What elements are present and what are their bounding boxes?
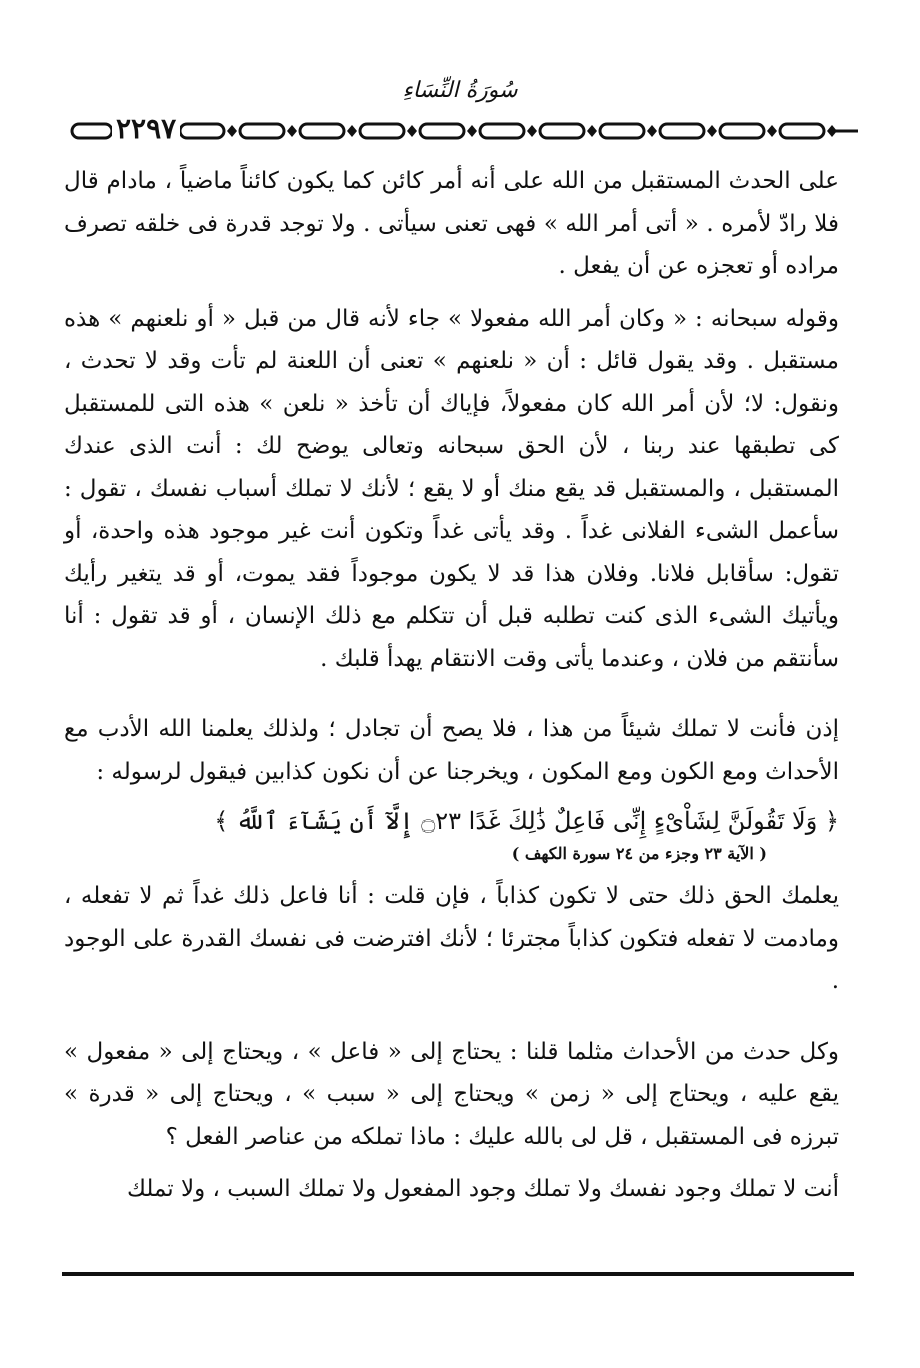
header-ornament-border: [70, 116, 860, 146]
body-text: [64, 160, 839, 1211]
paragraph: إذن فأنت لا تملك شيئاً من هذا ، فلا يصح أن تجادل ؛ ولذلك يعلمنا الله الأدب مع الأحداث ومع الكون ومع المكون ، ويخرجنا عن أن نكون كذابين فيقول لرسوله :: [64, 716, 839, 785]
quran-verse: ﴿ وَلَا تَقُولَنَّ لِشَاْىْءٍ إِنِّى فَاعِلٌ ذَٰلِكَ غَدًا ۝٢٣ إِلَّآ أَن يَشَآءَ ٱللَّهُ ﴾: [214, 807, 839, 835]
bottom-rule: [62, 1272, 854, 1276]
paragraph: أنت لا تملك وجود نفسك ولا تملك وجود المفعول ولا تملك السبب ، ولا تملك: [126, 1176, 839, 1202]
surah-title: سُورَةُ النِّسَاءِ: [402, 78, 518, 103]
paragraph: يعلمك الحق ذلك حتى لا تكون كذاباً ، فإن قلت : أنا فاعل ذلك غداً ثم لا تفعله ، ومادمت لا تفعله فتكون كذاباً مجترئا ؛ لأنك افترضت فى نفسك القدرة على الوجود .: [64, 883, 839, 994]
verse-reference: ( الآية ٢٣ وجزء من ٢٤ سورة الكهف ): [511, 844, 767, 863]
paragraph: وكل حدث من الأحداث مثلما قلنا : يحتاج إلى « فاعل » ، ويحتاج إلى « مفعول » يقع عليه ، ويحتاج إلى « زمن » ويحتاج إلى « سبب » ، ويحتاج إلى « قدرة » تبرزه فى المستقبل ، قل لى بالله عليك : ماذا تملكه من عناصر الفعل ؟: [64, 1038, 839, 1150]
paragraph: وقوله سبحانه : « وكان أمر الله مفعولا » جاء لأنه قال من قبل « أو نلعنهم » هذه مستقبل . وقد يقول قائل : أن « نلعنهم » تعنى أن اللعنة لم تأت وقد لا تحدث ، ونقول: لا؛ لأن أمر الله كان مفعولاً، فإياك أن تأخذ « نلعن » هذه التى للمستقبل كى تطبقها عند ربنا ، لأن الحق سبحانه وتعالى يوضح لك : أنت الذى عندك المستقبل ، والمستقبل قد يقع منك أو لا يقع ؛ لأنك لا تملك أسباب نفسك ، تقول : سأعمل الشىء الفلانى غداً . وقد يأتى غداً وتكون أنت غير موجود هذه واحدة، أو تقول: سأقابل فلانا. وفلان هذا قد لا يكون موجوداً فقد يموت، أو قد يتغير رأيك ويأتيك الشىء الذى كنت تطلبه قبل أن تتكلم مع ذلك الإنسان ، أو قد تقول : أنا سأنتقم من فلان ، وعندما يأتى وقت الانتقام يهدأ قلبك .: [64, 305, 839, 672]
paragraph: على الحدث المستقبل من الله على أنه أمر كائن كما يكون كائناً ماضياً ، مادام قال فلا رادّ لأمره . « أتى أمر الله » فهى تعنى سيأتى . ولا توجد قدرة فى خلقه تصرف مراده أو تعجزه عن أن يفعل .: [64, 168, 839, 279]
page-number: ٢٢٩٧: [112, 112, 180, 145]
